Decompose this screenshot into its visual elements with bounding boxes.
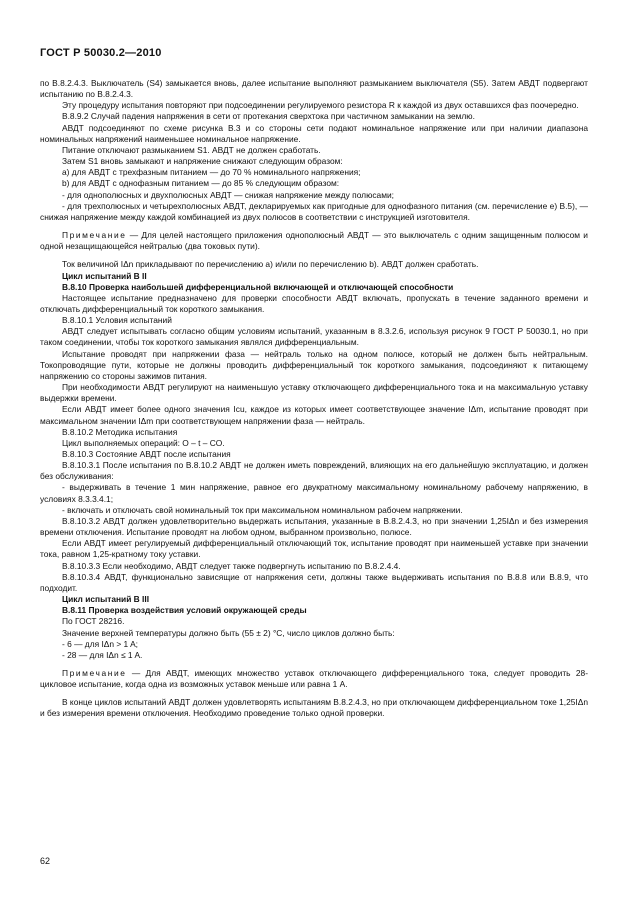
section-heading: В.8.11 Проверка воздействия условий окружающей среды bbox=[62, 605, 307, 616]
paragraph: Затем S1 вновь замыкают и напряжение снижают следующим образом: bbox=[62, 156, 343, 167]
paragraph: Испытание проводят при напряжении фаза — нейтраль только на одном полюсе, который не должен быть нейтральным. Токопроводящие пути, которые не должны проводить дифференциальный ток короткого замыкания, подсоединяют к питающему напряжению со стороны зажимов питания. bbox=[40, 348, 588, 381]
note-label: Примечание bbox=[62, 667, 127, 678]
note-label: Примечание bbox=[62, 230, 127, 241]
paragraph: В.8.10.3.2 АВДТ должен удовлетворительно выдержать испытания, указанные в В.8.2.4.3, но при значении 1,25IΔn и без измерения времени отключения. Испытание проводят на любом одном, выбранном произвольно, полюсе. bbox=[40, 515, 588, 538]
paragraph: Если АВДТ имеет более одного значения Icu, каждое из которых имеет соответствующее значение IΔm, испытание проводят при максимальном значении IΔm при соответствующем напряжении фаза — нейтраль. bbox=[40, 404, 588, 426]
list-item: - 28 — для IΔn ≤ 1 A. bbox=[62, 649, 143, 660]
note-text: — Для целей настоящего приложения однополюсный АВДТ — это выключатель с одним защищенным полюсом и одной незащищающейся нейтралью (два токовых пути). bbox=[40, 230, 588, 252]
paragraph: В.8.10.3.3 Если необходимо, АВДТ следует также подвергнуть испытанию по В.8.2.4.4. bbox=[62, 560, 401, 571]
clause-heading: В.8.10.1 Условия испытаний bbox=[62, 315, 172, 326]
note-text: — Для АВДТ, имеющих множество уставок отключающего дифференциального тока, следует проводить 28-цикловое испытание, когда одна из возможных уставок меньше или равна 1 А. bbox=[40, 667, 588, 690]
page-number: 62 bbox=[40, 856, 51, 866]
paragraph: по В.8.2.4.3. Выключатель (S4) замыкается вновь, далее испытание выполняют размыканием выключателя (S5). Затем АВДТ подвергают испытанию по В.8.2.4.3. bbox=[40, 78, 588, 100]
paragraph: Значение верхней температуры должно быть (55 ± 2) °С, число циклов должно быть: bbox=[62, 627, 395, 638]
list-item: - включать и отключать свой номинальный ток при максимальном номинальном рабочем напряжении. bbox=[62, 504, 463, 515]
note bbox=[40, 668, 588, 690]
section-heading: Цикл испытаний В III bbox=[62, 594, 150, 605]
paragraph: По ГОСТ 28216. bbox=[62, 616, 125, 627]
paragraph: Эту процедуру испытания повторяют при подсоединении регулируемого резистора R к каждой из двух оставшихся фаз поочередно. bbox=[62, 100, 579, 111]
paragraph: Настоящее испытание предназначено для проверки способности АВДТ включать, пропускать в течение заданного времени и отключать дифференциальный ток короткого замыкания. bbox=[40, 292, 588, 314]
paragraph: АВДТ подсоединяют по схеме рисунка В.3 и со стороны сети подают номинальное напряжение или при наличии диапазона номинальных напряжений наименьшее номинальное напряжение. bbox=[40, 122, 588, 144]
document-body bbox=[40, 78, 588, 720]
section-heading: Цикл испытаний В II bbox=[62, 270, 147, 281]
paragraph: В.8.10.3.4 АВДТ, функционально зависящие от напряжения сети, должны также выдерживать испытания по В.8.8 или В.8.9, что подходит. bbox=[40, 571, 588, 593]
paragraph: Ток величиной IΔn прикладывают по перечислению a) и/или по перечислению b). АВДТ должен сработать. bbox=[62, 259, 479, 270]
list-item: - выдерживать в течение 1 мин напряжение, равное его двукратному максимальному номинальному рабочему напряжению, в условиях 8.3.3.4.1; bbox=[40, 482, 588, 504]
list-item: b) для АВДТ с однофазным питанием — до 85 % следующим образом: bbox=[62, 178, 340, 189]
list-item: - для трехполюсных и четырехполюсных АВДТ, декларируемых как пригодные для однофазного питания (см. перечисление е) В.5), — снижая напряжение между каждой комбинацией из двух полюсов в соответствии с инструкцией изготовителя. bbox=[40, 200, 588, 222]
paragraph: При необходимости АВДТ регулируют на наименьшую уставку отключающего дифференциального тока и на максимальную уставку выдержки времени. bbox=[40, 382, 588, 404]
paragraph: Цикл выполняемых операций: O – t – CO. bbox=[62, 437, 225, 448]
paragraph: Питание отключают размыканием S1. АВДТ не должен сработать. bbox=[62, 144, 321, 155]
paragraph: АВДТ следует испытывать согласно общим условиям испытаний, указанным в 8.3.2.6, используя рисунок 9 ГОСТ Р 50030.1, но при таком соединении, чтобы ток короткого замыкания являлся дифференциальным. bbox=[40, 326, 588, 348]
clause-heading: В.8.9.2 Случай падения напряжения в сети от протекания сверхтока при частичном замыкании на землю. bbox=[62, 111, 475, 122]
page-header-title: ГОСТ Р 50030.2—2010 bbox=[40, 47, 162, 59]
note bbox=[40, 230, 588, 252]
clause-heading: В.8.10.2 Методика испытания bbox=[62, 426, 178, 437]
clause-heading: В.8.10.3 Состояние АВДТ после испытания bbox=[62, 449, 231, 459]
paragraph: В конце циклов испытаний АВДТ должен удовлетворять испытаниям В.8.2.4.3, но при отключающем дифференциальном токе 1,25IΔn и без измерения времени отключения. Необходимо проведение только одной проверки. bbox=[40, 697, 588, 719]
list-item: - для однополюсных и двухполюсных АВДТ — снижая напряжение между полюсами; bbox=[62, 189, 394, 200]
section-heading: В.8.10 Проверка наибольшей дифференциальной включающей и отключающей способности bbox=[62, 281, 454, 292]
paragraph: Если АВДТ имеет регулируемый дифференциальный отключающий ток, испытание проводят при наименьшей уставке при значении тока, равном 1,25-кратному току уставки. bbox=[40, 538, 588, 560]
list-item: - 6 — для IΔn > 1 A; bbox=[62, 638, 138, 649]
list-item: a) для АВДТ с трехфазным питанием — до 70 % номинального напряжения; bbox=[62, 167, 361, 178]
paragraph: В.8.10.3.1 После испытания по В.8.10.2 АВДТ не должен иметь повреждений, влияющих на его дальнейшую эксплуатацию, и должен без обслуживания: bbox=[40, 460, 588, 482]
